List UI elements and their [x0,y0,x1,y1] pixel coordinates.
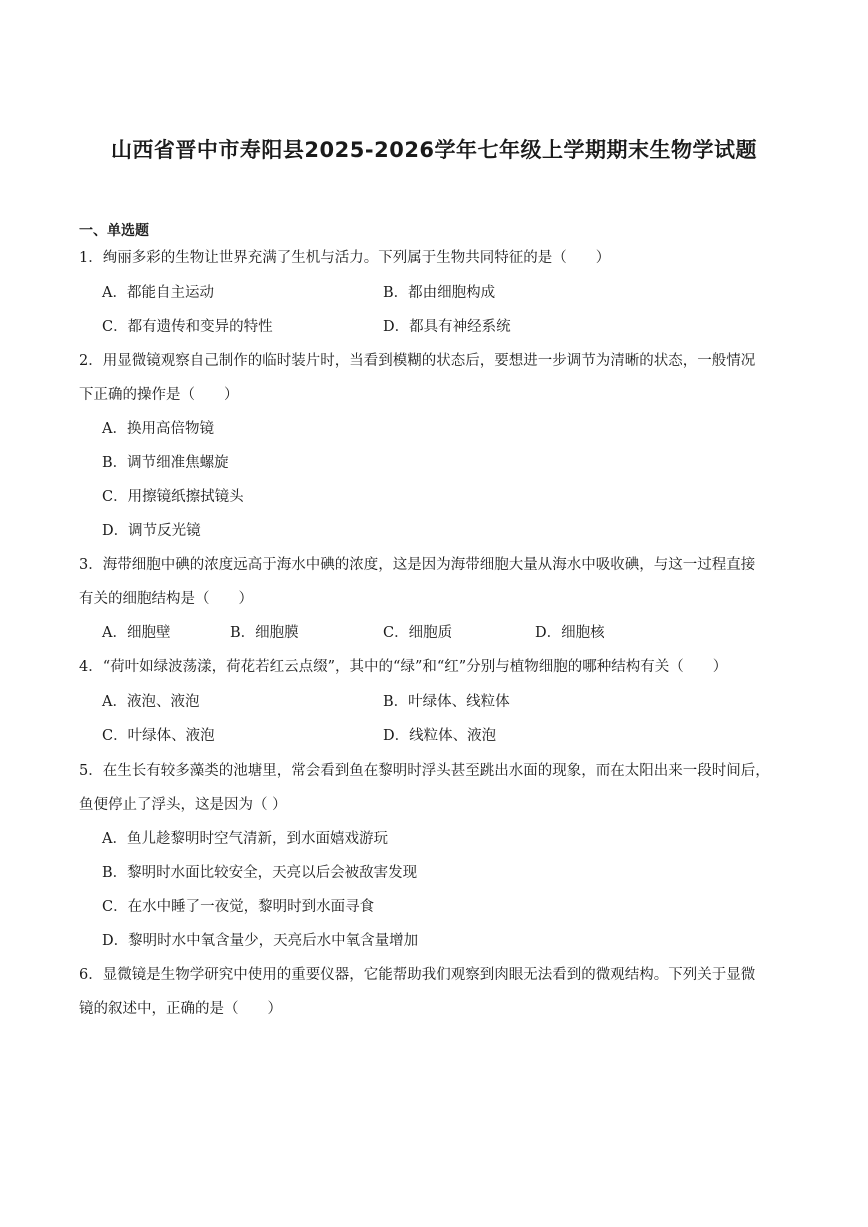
question-3-option-b: B．细胞膜 [230,625,299,641]
question-5-option-b: B．黎明时水面比较安全，天亮以后会被敌害发现 [102,865,418,881]
question-4-option-d: D．线粒体、液泡 [383,728,497,744]
question-4-option-c: C．叶绿体、液泡 [102,728,215,744]
question-1-option-d: D．都具有神经系统 [383,319,511,335]
question-1-option-c: C．都有遗传和变异的特性 [102,319,273,335]
question-3-option-a: A．细胞壁 [102,625,171,641]
question-2-option-b: B．调节细准焦螺旋 [102,455,229,471]
question-5-option-d: D．黎明时水中氧含量少，天亮后水中氧含量增加 [102,933,419,949]
question-3-option-c: C．细胞质 [383,625,453,641]
question-2-stem-cont: 下正确的操作是（ ） [79,387,239,403]
question-6-stem: 6．显微镜是生物学研究中使用的重要仪器，它能帮助我们观察到肉眼无法看到的微观结构。下列关于显微 [79,967,756,983]
question-4-option-b: B．叶绿体、线粒体 [383,694,510,710]
exam-title: 山西省晋中市寿阳县2025-2026学年七年级上学期期末生物学试题 [110,138,758,162]
section-heading: 一、单选题 [79,223,149,239]
question-5-stem-cont: 鱼便停止了浮头，这是因为（ ） [79,797,287,813]
question-3-option-d: D．细胞核 [535,625,605,641]
question-5-stem: 5．在生长有较多藻类的池塘里，常会看到鱼在黎明时浮头甚至跳出水面的现象，而在太阳出来一段时间后， [79,763,770,779]
question-6-stem-cont: 镜的叙述中，正确的是（ ） [79,1001,282,1017]
question-1-stem: 1．绚丽多彩的生物让世界充满了生机与活力。下列属于生物共同特征的是（ ） [79,250,611,266]
question-1-option-b: B．都由细胞构成 [383,285,496,301]
question-2-option-c: C．用擦镜纸擦拭镜头 [102,489,244,505]
question-3-stem: 3．海带细胞中碘的浓度远高于海水中碘的浓度，这是因为海带细胞大量从海水中吸收碘，与这一过程直接 [79,557,756,573]
question-2-option-d: D．调节反光镜 [102,523,201,539]
question-4-option-a: A．液泡、液泡 [102,694,200,710]
question-5-option-c: C．在水中睡了一夜觉，黎明时到水面寻食 [102,899,375,915]
question-2-stem: 2．用显微镜观察自己制作的临时装片时，当看到模糊的状态后，要想进一步调节为清晰的状态，一般情况 [79,353,756,369]
question-4-stem: 4．“荷叶如绿波荡漾，荷花若红云点缀”，其中的“绿”和“红”分别与植物细胞的哪种结构有关（ ） [79,659,728,675]
question-1-option-a: A．都能自主运动 [102,285,214,301]
question-3-stem-cont: 有关的细胞结构是（ ） [79,591,253,607]
question-2-option-a: A．换用高倍物镜 [102,421,214,437]
question-5-option-a: A．鱼儿趁黎明时空气清新，到水面嬉戏游玩 [102,831,388,847]
